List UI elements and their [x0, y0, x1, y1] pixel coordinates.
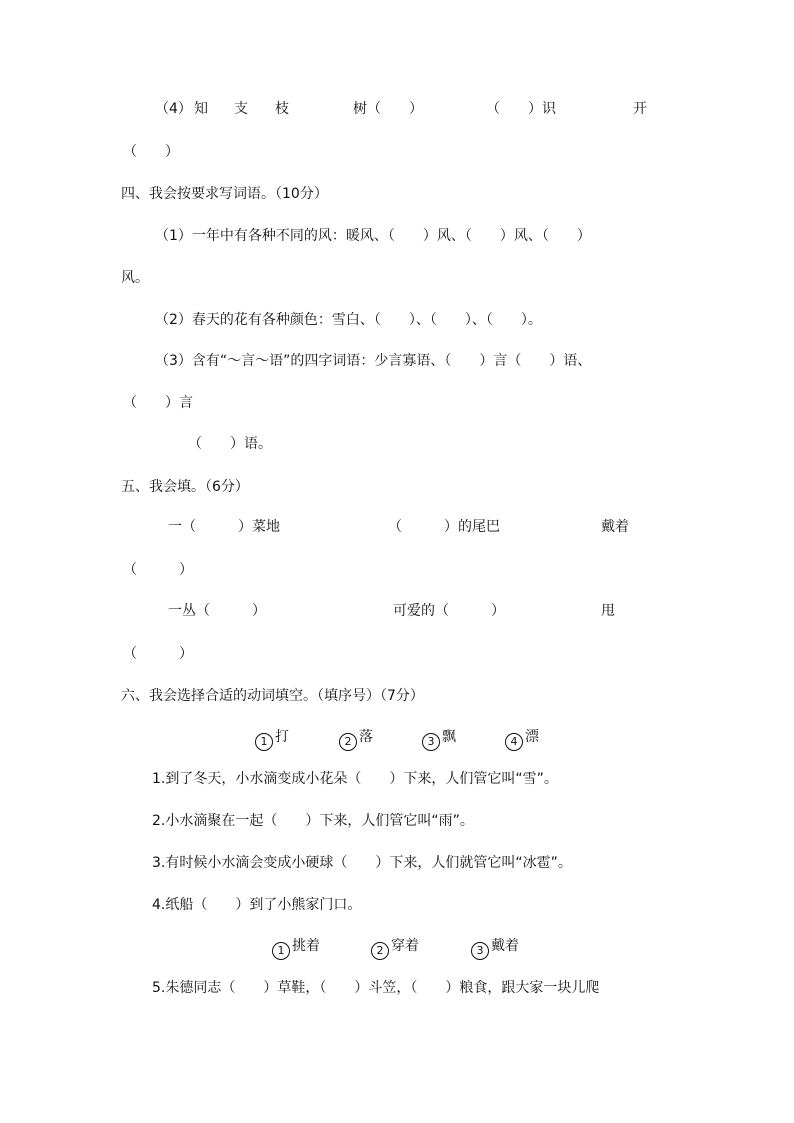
- sec4-q3-line2: （ ）言: [123, 395, 193, 411]
- sec4-q3-line1: （3）含有“～言～语”的四字词语：少言寡语、（ ）言（ ）语、: [155, 353, 592, 369]
- option-word: 打: [275, 729, 289, 745]
- circled-number-icon: 4: [505, 733, 523, 751]
- sec5-r2-c: 甩: [601, 603, 615, 619]
- option2-2: [371, 936, 419, 960]
- option2-1: [272, 936, 320, 960]
- sec4-q1-line1: （1）一年中有各种不同的风：暖风、（ ）风、（ ）风、（ ）: [155, 228, 591, 244]
- sec4-q2: （2）春天的花有各种颜色：雪白、（ ）、（ ）、（ ）。: [155, 312, 542, 328]
- option-1: [255, 727, 289, 751]
- sec6-q4: 4.纸船（ ）到了小熊家门口。: [152, 897, 362, 913]
- section4-title: 四、我会按要求写词语。（10分）: [121, 186, 328, 202]
- blank-line: （ ）: [123, 144, 179, 160]
- sec5-r2-b: 可爱的（ ）: [393, 603, 505, 619]
- sec5-r2-a: 一丛（ ）: [168, 603, 266, 619]
- sec5-r2-d: （ ）: [123, 646, 193, 662]
- sec5-r1-b: （ ）的尾巴: [388, 519, 500, 535]
- sec5-r1-d: （ ）: [123, 562, 193, 578]
- item4-number: （4）: [155, 101, 192, 117]
- sec6-q5: 5.朱德同志（ ）草鞋，（ ）斗笠，（ ）粮食，跟大家一块儿爬: [152, 980, 600, 996]
- circled-number-icon: 1: [272, 942, 290, 960]
- word-shu: 树（ ）: [353, 101, 423, 117]
- option-4: [505, 727, 539, 751]
- char-zhi2: 支: [234, 101, 248, 117]
- option-3: [422, 727, 456, 751]
- option-word: 漂: [525, 729, 539, 745]
- option2-3: [471, 936, 519, 960]
- circled-number-icon: 1: [255, 733, 273, 751]
- circled-number-icon: 2: [371, 942, 389, 960]
- sec5-r1-a: 一（ ）菜地: [168, 519, 280, 535]
- option-word: 穿着: [391, 938, 419, 954]
- char-kai: 开: [633, 101, 647, 117]
- sec6-q2: 2.小水滴聚在一起（ ）下来，人们管它叫“雨”。: [152, 813, 474, 829]
- circled-number-icon: 2: [339, 733, 357, 751]
- section5-title: 五、我会填。（6分）: [121, 479, 249, 495]
- sec5-r1-c: 戴着: [601, 519, 629, 535]
- circled-number-icon: 3: [471, 942, 489, 960]
- sec4-q3-line3: （ ）语。: [188, 436, 272, 452]
- option-2: [339, 727, 373, 751]
- section6-title: 六、我会选择合适的动词填空。（填序号）（7分）: [121, 688, 424, 704]
- option-word: 戴着: [491, 938, 519, 954]
- sec4-q1-line2: 风。: [121, 270, 149, 286]
- char-zhi: 知: [194, 101, 208, 117]
- word-shi: （ ）识: [486, 101, 556, 117]
- option-word: 挑着: [292, 938, 320, 954]
- sec6-q1: 1.到了冬天，小水滴变成小花朵（ ）下来，人们管它叫“雪”。: [152, 771, 558, 787]
- option-word: 落: [359, 729, 373, 745]
- option-word: 飘: [442, 729, 456, 745]
- circled-number-icon: 3: [422, 733, 440, 751]
- sec6-q3: 3.有时候小水滴会变成小硬球（ ）下来，人们就管它叫“冰雹”。: [152, 855, 572, 871]
- char-zhi3: 枝: [275, 101, 289, 117]
